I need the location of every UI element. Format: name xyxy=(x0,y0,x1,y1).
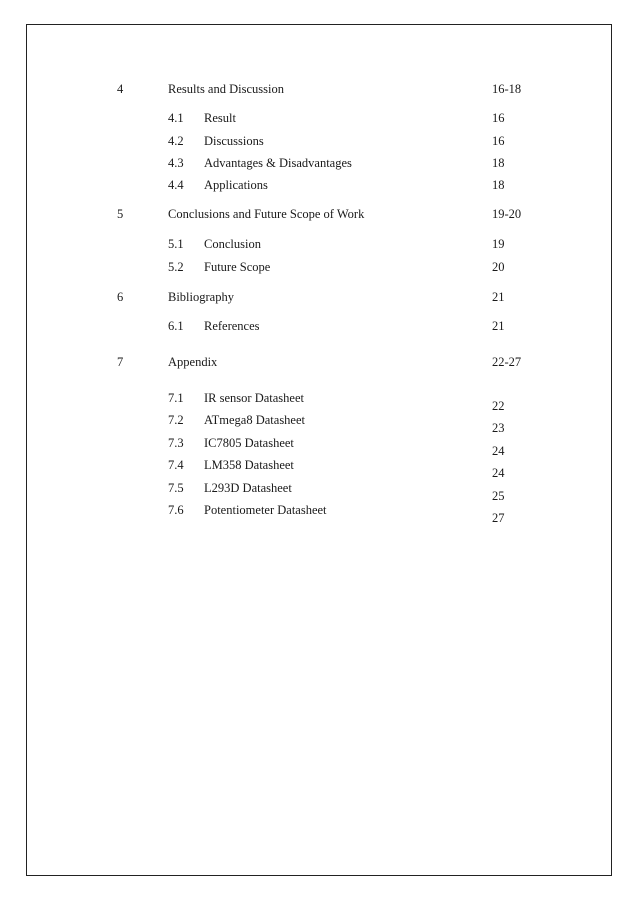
section-number: 7.5 xyxy=(168,481,184,495)
chapter-number: 4 xyxy=(117,82,124,96)
section-page: 23 xyxy=(492,421,505,435)
section-page: 24 xyxy=(492,444,505,458)
section-number: 5.2 xyxy=(168,260,184,274)
chapter-pages: 19-20 xyxy=(492,207,522,221)
section-page: 18 xyxy=(492,156,505,170)
section-number: 4.1 xyxy=(168,111,184,125)
section-title: References xyxy=(204,319,260,333)
chapter-title: Appendix xyxy=(168,355,218,369)
section-page: 19 xyxy=(492,237,505,251)
section-page: 25 xyxy=(492,489,505,503)
section-title: Result xyxy=(204,111,236,125)
section-title: Discussions xyxy=(204,134,264,148)
chapter-title: Results and Discussion xyxy=(168,82,284,96)
section-page: 16 xyxy=(492,111,505,125)
section-page: 22 xyxy=(492,399,505,413)
section-title: Conclusion xyxy=(204,237,261,251)
section-number: 7.3 xyxy=(168,436,184,450)
chapter-number: 7 xyxy=(117,355,124,369)
section-number: 4.4 xyxy=(168,178,184,192)
chapter-number: 6 xyxy=(117,290,124,304)
section-page: 21 xyxy=(492,319,505,333)
section-title: Advantages & Disadvantages xyxy=(204,156,352,170)
section-title: Potentiometer Datasheet xyxy=(204,503,327,517)
section-number: 4.2 xyxy=(168,134,184,148)
section-page: 16 xyxy=(492,134,505,148)
section-page: 20 xyxy=(492,260,505,274)
section-title: Applications xyxy=(204,178,268,192)
section-page: 18 xyxy=(492,178,505,192)
chapter-pages: 21 xyxy=(492,290,505,304)
chapter-number: 5 xyxy=(117,207,124,221)
section-title: Future Scope xyxy=(204,260,271,274)
page-border xyxy=(26,24,612,876)
section-title: IC7805 Datasheet xyxy=(204,436,294,450)
section-number: 7.4 xyxy=(168,458,184,472)
section-number: 7.2 xyxy=(168,413,184,427)
section-title: IR sensor Datasheet xyxy=(204,391,304,405)
section-number: 7.1 xyxy=(168,391,184,405)
section-title: L293D Datasheet xyxy=(204,481,292,495)
section-title: LM358 Datasheet xyxy=(204,458,294,472)
section-page: 27 xyxy=(492,511,505,525)
section-number: 6.1 xyxy=(168,319,184,333)
section-title: ATmega8 Datasheet xyxy=(204,413,306,427)
section-number: 7.6 xyxy=(168,503,184,517)
chapter-title: Bibliography xyxy=(168,290,234,304)
chapter-pages: 22-27 xyxy=(492,355,522,369)
section-page: 24 xyxy=(492,466,505,480)
chapter-title: Conclusions and Future Scope of Work xyxy=(168,207,365,221)
section-number: 5.1 xyxy=(168,237,184,251)
section-number: 4.3 xyxy=(168,156,184,170)
chapter-pages: 16-18 xyxy=(492,82,522,96)
